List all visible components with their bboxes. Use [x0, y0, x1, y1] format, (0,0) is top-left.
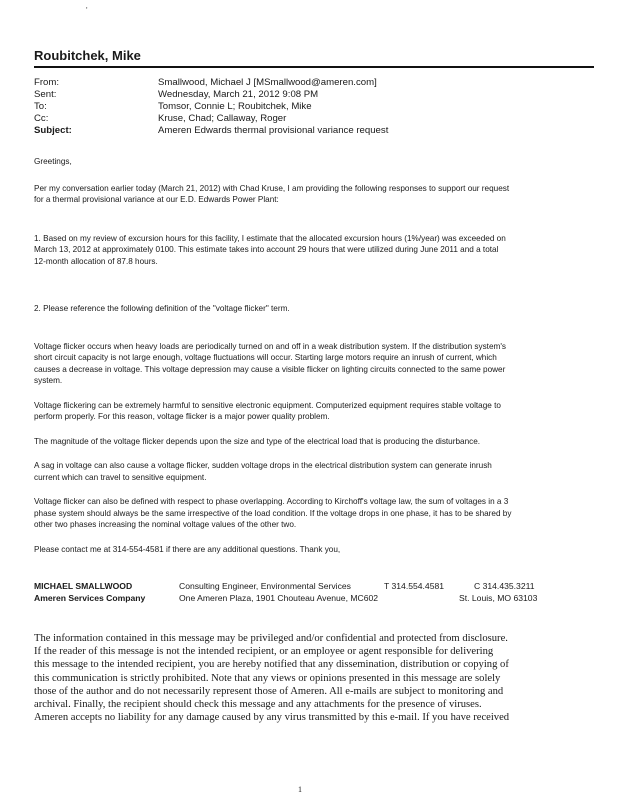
- signature-address: One Ameren Plaza, 1901 Chouteau Avenue, MC602: [179, 593, 379, 603]
- harmful-line: perform properly. For this reason, voltage flicker is a major power quality problem.: [34, 412, 330, 421]
- signature-name: MICHAEL SMALLWOOD: [34, 581, 133, 591]
- signature-title: Consulting Engineer, Environmental Services: [179, 581, 351, 591]
- sag-line: current which can travel to sensitive equipment.: [34, 472, 207, 482]
- cc-row: [34, 113, 388, 125]
- disclaimer-line: this communication is strictly prohibited. Note that any views or opinions presented in this message are solely: [34, 672, 501, 684]
- to-row: [34, 101, 388, 113]
- flicker-line: Voltage flicker occurs when heavy loads are periodically turned on and off in a weak distribution system. If the distribution system's: [34, 341, 506, 351]
- from-row: [34, 77, 388, 89]
- from-value: Smallwood, Michael J [MSmallwood@ameren.com]: [158, 77, 377, 88]
- subject-row: [34, 125, 388, 137]
- subject-label: Subject:: [34, 125, 72, 136]
- kirchhoff-line: phase system should always be the same irrespective of the load condition. If the voltage drops in one phase, it has to be shared by: [34, 508, 512, 518]
- flicker-line: causes a decrease in voltage. This voltage depression may cause a visible flicker on lighting circuits connected to the same power: [34, 364, 506, 374]
- signature-phone: T 314.554.4581: [384, 581, 445, 591]
- harmful-line: Voltage flickering can be extremely harmful to sensitive electronic equipment. Computerized equipment requires stable voltage to: [34, 400, 501, 410]
- sender-name: Roubitchek, Mike: [34, 48, 141, 63]
- greeting: Greetings,: [34, 157, 72, 166]
- disclaimer-line: this message to the intended recipient, you are hereby notified that any dissemination, distribution or copying of: [34, 659, 509, 671]
- intro-line: Per my conversation earlier today (March 21, 2012) with Chad Kruse, I am providing the following responses to support our request: [34, 183, 510, 193]
- magnitude-line: The magnitude of the voltage flicker depends upon the size and type of the electrical load that is producing the disturbance.: [34, 436, 481, 446]
- disclaimer-line: archival. Finally, the recipient should check this message and any attachments for the presence of viruses.: [34, 699, 482, 711]
- item-1-line: 1. Based on my review of excursion hours for this facility, I estimate that the allocated excursion hours (1%/year) was exceeded on: [34, 233, 506, 243]
- sent-value: Wednesday, March 21, 2012 9:08 PM: [158, 89, 319, 100]
- disclaimer-line: those of the author and do not necessarily represent those of Ameren. All e-mails are subject to monitoring and: [34, 685, 504, 697]
- flicker-line: system.: [34, 376, 63, 385]
- cc-value: Kruse, Chad; Callaway, Roger: [158, 113, 287, 124]
- sag-line: A sag in voltage can also cause a voltage flicker, sudden voltage drops in the electrical distribution system can generate inrush: [34, 461, 492, 470]
- disclaimer-line: The information contained in this message may be privileged and/or confidential and protected from disclosure.: [34, 633, 508, 644]
- from-label: From:: [34, 77, 60, 88]
- sent-label: Sent:: [34, 89, 57, 100]
- item-2-line: 2. Please reference the following definition of the "voltage flicker" term.: [34, 304, 290, 313]
- to-value: Tomsor, Connie L; Roubitchek, Mike: [158, 101, 312, 112]
- header-rule: [34, 66, 594, 68]
- kirchhoff-line: other two phases increasing the nominal voltage values of the other two.: [34, 520, 297, 529]
- legal-disclaimer: [34, 632, 594, 724]
- email-header: [34, 77, 388, 137]
- flicker-line: short circuit capacity is not large enough, voltage fluctuations will occur. Starting large motors require an inrush of current, which: [34, 353, 497, 362]
- cc-label: Cc:: [34, 113, 49, 124]
- signature-row: [34, 580, 537, 592]
- item-1-line: 12-month allocation of 87.8 hours.: [34, 256, 158, 266]
- to-label: To:: [34, 101, 47, 112]
- intro-line: for a thermal provisional variance at our E.D. Edwards Power Plant:: [34, 195, 279, 204]
- disclaimer-line: If the reader of this message is not the intended recipient, or an employee or agent responsible for delivering: [34, 646, 494, 658]
- kirchhoff-line: Voltage flicker can also be defined with respect to phase overlapping. According to Kirchoff's voltage law, the sum of voltages in a 3: [34, 497, 509, 506]
- sent-row: [34, 89, 388, 101]
- contact-line: Please contact me at 314-554-4581 if there are any additional questions. Thank you,: [34, 544, 341, 554]
- signature-city: St. Louis, MO 63103: [459, 593, 538, 603]
- page-number: 1: [298, 785, 302, 794]
- subject-value: Ameren Edwards thermal provisional variance request: [158, 125, 389, 136]
- signature-cell: C 314.435.3211: [474, 581, 535, 591]
- signature-company: Ameren Services Company: [34, 593, 146, 603]
- page-mark: ': [86, 6, 88, 15]
- email-body: [34, 156, 590, 555]
- signature-block: [34, 580, 537, 604]
- item-1-line: March 13, 2012 at approximately 0100. This estimate takes into account 29 hours that were utilized during June 2011 and a total: [34, 245, 499, 254]
- signature-row: [34, 592, 537, 604]
- disclaimer-line: Ameren accepts no liability for any damage caused by any virus transmitted by this e-mail. If you have received: [34, 712, 510, 724]
